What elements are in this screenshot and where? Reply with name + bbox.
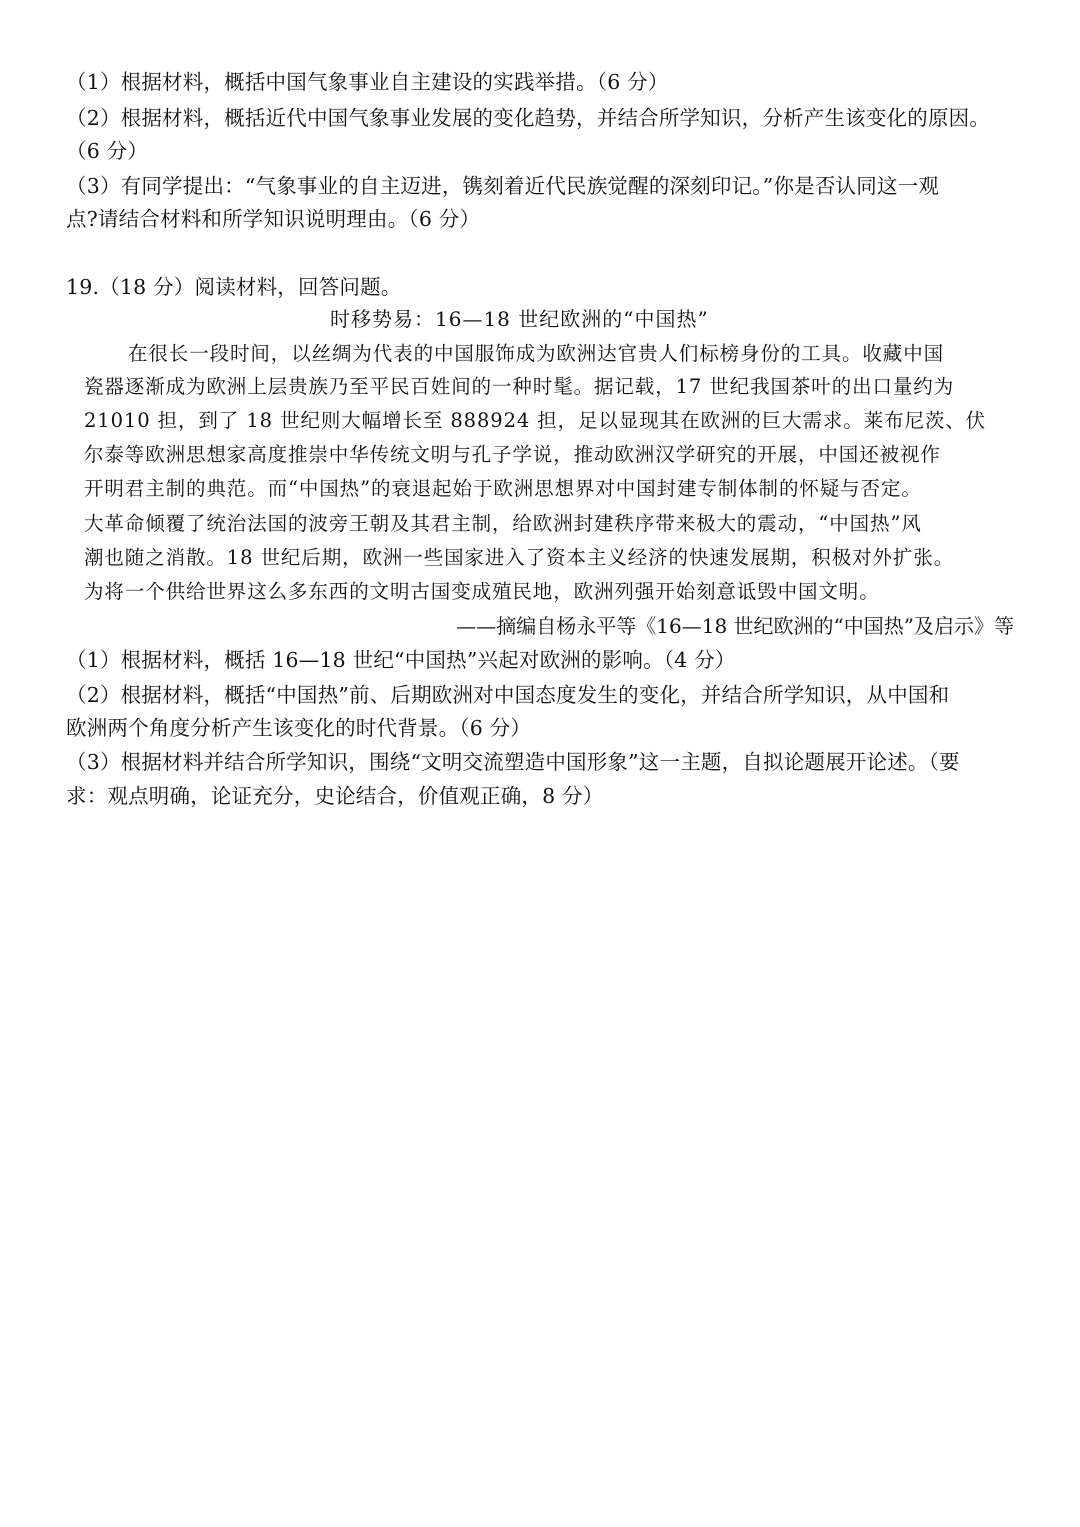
q19-material-line-6: 大革命倾覆了统治法国的波旁王朝及其君主制，给欧洲封建秩序带来极大的震动，“中国热”风	[84, 512, 922, 535]
q19-subquestion-3-line-2: 求：观点明确，论证充分，史论结合，价值观正确，8 分）	[66, 784, 604, 808]
q18-subquestion-1: （1）根据材料，概括中国气象事业自主建设的实践举措。（6 分）	[66, 70, 669, 94]
q19-subquestion-3-line-1: （3）根据材料并结合所学知识，围绕“文明交流塑造中国形象”这一主题，自拟论题展开论述。（要	[66, 750, 960, 774]
q19-material-line-1: 在很长一段时间，以丝绸为代表的中国服饰成为欧洲达官贵人们标榜身份的工具。收藏中国	[128, 342, 945, 365]
q19-subquestion-2-line-2: 欧洲两个角度分析产生该变化的时代背景。（6 分）	[66, 716, 532, 740]
q19-material-title: 时移势易：16—18 世纪欧洲的“中国热”	[330, 307, 709, 331]
q19-material-line-4: 尔泰等欧洲思想家高度推崇中华传统文明与孔子学说，推动欧洲汉学研究的开展，中国还被视作	[84, 443, 941, 466]
q19-subquestion-2-line-1: （2）根据材料，概括“中国热”前、后期欧洲对中国态度发生的变化，并结合所学知识，从中国和	[66, 683, 950, 707]
q19-material-source: ——摘编自杨永平等《16—18 世纪欧洲的“中国热”及启示》等	[456, 614, 1014, 638]
q18-subquestion-3-line-1: （3）有同学提出：“气象事业的自主迈进，镌刻着近代民族觉醒的深刻印记。”你是否认同这一观	[66, 174, 940, 198]
q19-material-line-7: 潮也随之消散。18 世纪后期，欧洲一些国家进入了资本主义经济的快速发展期，积极对外扩张。	[84, 546, 955, 569]
q19-material-line-5: 开明君主制的典范。而“中国热”的衰退起始于欧洲思想界对中国封建专制体制的怀疑与否定。	[84, 477, 922, 500]
q18-subquestion-3-line-2: 点?请结合材料和所学知识说明理由。（6 分）	[66, 207, 481, 231]
q18-subquestion-2-line-1: （2）根据材料，概括近代中国气象事业发展的变化趋势，并结合所学知识，分析产生该变化的原因。	[66, 106, 991, 130]
q19-material-line-8: 为将一个供给世界这么多东西的文明古国变成殖民地，欧洲列强开始刻意诋毁中国文明。	[84, 580, 880, 603]
q18-subquestion-2-line-2: （6 分）	[66, 139, 149, 163]
q19-subquestion-1: （1）根据材料，概括 16—18 世纪“中国热”兴起对欧洲的影响。（4 分）	[66, 648, 736, 672]
q19-material-line-2: 瓷器逐渐成为欧洲上层贵族乃至平民百姓间的一种时髦。据记载，17 世纪我国茶叶的出口量约为	[84, 375, 955, 398]
q19-header: 19.（18 分）阅读材料，回答问题。	[66, 275, 402, 299]
q19-material-line-3: 21010 担，到了 18 世纪则大幅增长至 888924 担，足以显现其在欧洲的巨大需求。莱布尼茨、伏	[84, 409, 987, 432]
